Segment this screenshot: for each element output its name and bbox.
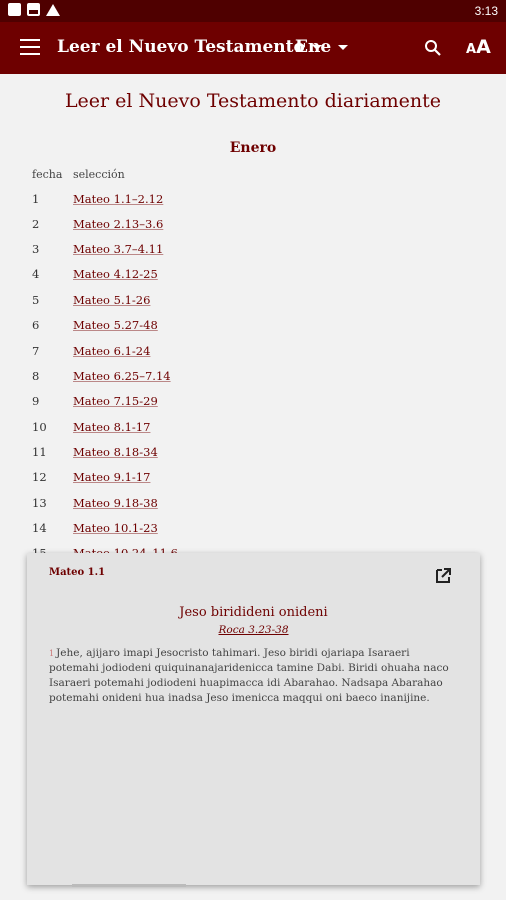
app-toolbar [0, 22, 506, 74]
status-bar [0, 0, 506, 22]
table-row [0, 470, 506, 490]
day-number: 13 [32, 496, 47, 510]
day-number: 3 [32, 242, 40, 256]
reading-link[interactable]: Mateo 2.13–3.6 [73, 217, 164, 231]
table-row [0, 420, 506, 440]
text-size-icon[interactable]: AA [466, 36, 491, 58]
table-row [0, 394, 506, 414]
reading-link[interactable]: Mateo 3.7–4.11 [73, 242, 164, 256]
section-title: Jeso biridideni onideni [179, 605, 328, 620]
toolbar-title: Leer el Nuevo Testamento [57, 37, 305, 57]
column-header-date: fecha [32, 168, 63, 181]
table-row [0, 242, 506, 262]
scroll-indicator [154, 884, 186, 887]
verse-preview-popup [27, 553, 480, 885]
reading-link[interactable]: Mateo 1.1–2.12 [73, 192, 164, 206]
table-row [0, 496, 506, 516]
reading-link[interactable]: Mateo 4.12-25 [73, 267, 158, 281]
toolbar-month: Ene [295, 37, 332, 57]
verse-text [49, 646, 461, 706]
status-time: 3:13 [474, 4, 498, 18]
book-selector[interactable] [57, 37, 322, 57]
reading-link[interactable]: Mateo 7.15-29 [73, 394, 158, 408]
day-number: 10 [32, 420, 47, 434]
day-number: 7 [32, 344, 40, 358]
day-number: 9 [32, 394, 40, 408]
column-header-selection: selección [73, 168, 125, 181]
day-number: 12 [32, 470, 47, 484]
day-number: 6 [32, 318, 40, 332]
day-number: 14 [32, 521, 47, 535]
verse-number: 1 [49, 649, 55, 658]
page-title: Leer el Nuevo Testamento diariamente [64, 90, 442, 112]
table-row [0, 521, 506, 541]
month-selector[interactable] [295, 37, 348, 57]
table-row [0, 267, 506, 287]
table-row [0, 217, 506, 237]
reading-link[interactable]: Mateo 5.1-26 [73, 293, 151, 307]
month-heading: Enero [229, 140, 277, 156]
table-row [0, 344, 506, 364]
reading-link[interactable]: Mateo 6.1-24 [73, 344, 151, 358]
image-notification-icon [27, 3, 40, 16]
table-row [0, 192, 506, 212]
notification-icon [8, 3, 21, 16]
table-row [0, 293, 506, 313]
reading-link[interactable]: Mateo 9.18-38 [73, 496, 158, 510]
reading-link[interactable]: Mateo 5.27-48 [73, 318, 158, 332]
day-number: 8 [32, 369, 40, 383]
day-number: 1 [32, 192, 40, 206]
cross-reference-link[interactable]: Roca 3.23-38 [218, 624, 289, 636]
popup-reference: Mateo 1.1 [49, 567, 106, 578]
search-icon[interactable] [424, 39, 442, 57]
reading-link[interactable]: Mateo 8.18-34 [73, 445, 158, 459]
warning-icon [46, 4, 60, 16]
menu-icon[interactable] [20, 39, 40, 55]
day-number: 2 [32, 217, 40, 231]
verse-body: Jehe, ajijaro imapi Jesocristo tahimari. Jeso biridi ojariapa Isaraeri potemahi jodiodeni quiquinanajaridenicca tamine Dabi. Biridi ohuaha naco Isaraeri potemahi jodiodeni huapimacca idi Abarahao. Nadsapa Abarahao potemahi onideni hua inadsa Jeso imenicca maqqui oni baeco inanijine. [49, 647, 449, 704]
day-number: 4 [32, 267, 40, 281]
open-in-new-icon[interactable] [434, 567, 452, 585]
day-number: 5 [32, 293, 40, 307]
table-row [0, 445, 506, 465]
reading-link[interactable]: Mateo 9.1-17 [73, 470, 151, 484]
reading-link[interactable]: Mateo 10.1-23 [73, 521, 158, 535]
reading-link[interactable]: Mateo 6.25–7.14 [73, 369, 171, 383]
day-number: 11 [32, 445, 47, 459]
table-row [0, 369, 506, 389]
table-row [0, 318, 506, 338]
reading-link[interactable]: Mateo 8.1-17 [73, 420, 151, 434]
chevron-down-icon [338, 45, 348, 50]
